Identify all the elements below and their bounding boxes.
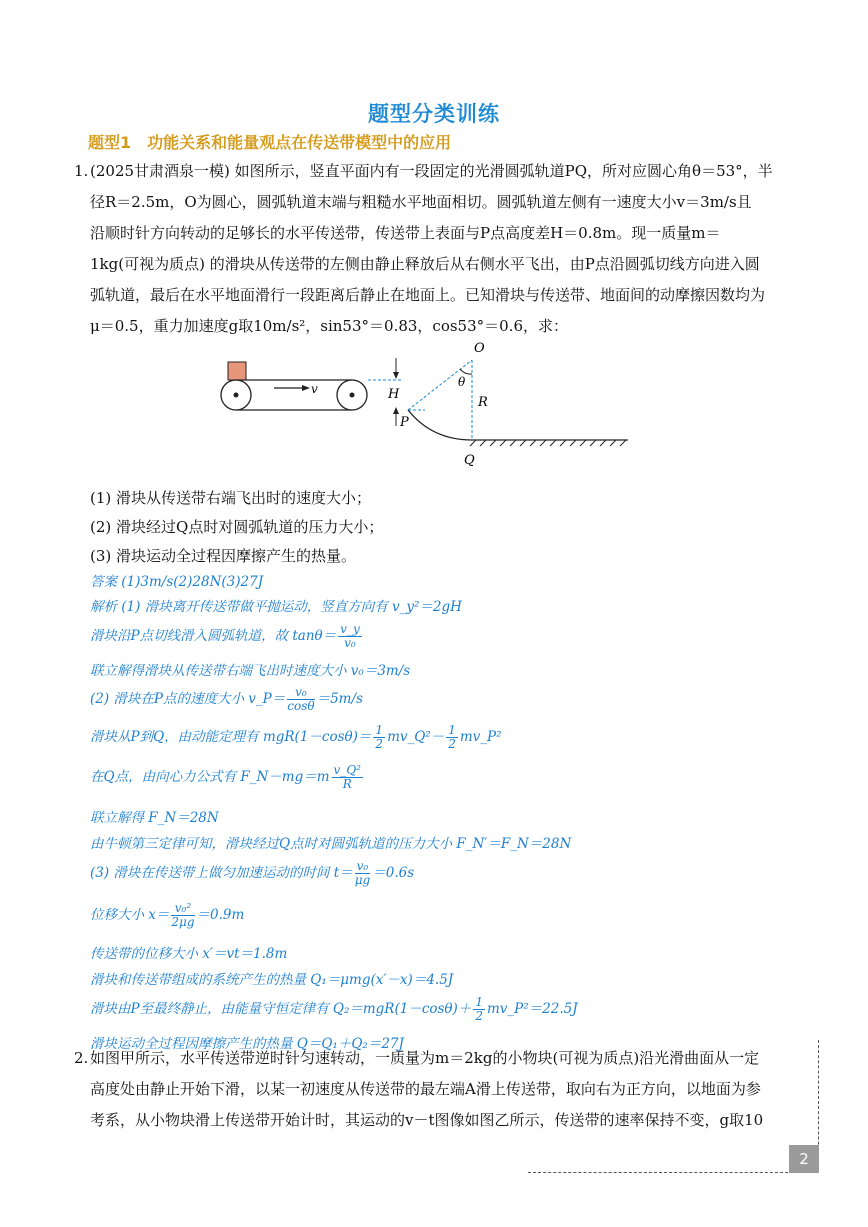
answer-line: 传送带的位移大小 x′＝vt＝1.8m xyxy=(90,946,288,962)
q2-line: 考系，从小物块滑上传送带开始计时，其运动的v－t图像如图乙所示，传送带的速率保持不变，g取10 xyxy=(90,1111,764,1129)
subtitle-text: 功能关系和能量观点在传送带模型中的应用 xyxy=(147,133,452,152)
arc-track xyxy=(408,410,472,440)
q1-line: μ＝0.5，重力加速度g取10m/s²，sin53°＝0.83，cos53°＝0.6，求： xyxy=(90,317,568,335)
conveyor-diagram xyxy=(210,336,640,472)
page-title: 题型分类训练 xyxy=(368,102,500,126)
answer-line: 联立解得 F_N＝28N xyxy=(90,810,219,826)
answer-line: 答案 (1)3m/s(2)28N(3)27J xyxy=(90,574,264,590)
answer-line: (2) 滑块在P点的速度大小 v_P＝ $\frac{\text{v₀}}{\cos\theta}$ ＝5m/s xyxy=(90,685,363,713)
answer-block xyxy=(90,570,578,1058)
answer-line: 滑块从P到Q，由动能定理有 mgR(1－cosθ)＝ $\frac{1}{2}$ mv_Q²－ $\frac{1}{2}$ mv_P² xyxy=(90,723,502,751)
question-number: 1. xyxy=(74,162,89,180)
label-R: R xyxy=(478,395,488,410)
subtitle-label: 题型1 xyxy=(88,133,132,152)
question-number: 2. xyxy=(74,1049,89,1067)
sub-question: (2) 滑块经过Q点时对圆弧轨道的压力大小； xyxy=(90,518,384,536)
question-2 xyxy=(74,1043,804,1136)
sub-question: (1) 滑块从传送带右端飞出时的速度大小； xyxy=(90,489,372,507)
slider-block xyxy=(228,362,246,380)
page-border-horizontal xyxy=(528,1172,788,1173)
answer-line: 解析 (1) 滑块离开传送带做平抛运动，竖直方向有 v_y²＝2gH xyxy=(90,599,462,615)
label-O: O xyxy=(474,341,485,356)
answer-line: 由牛顿第三定律可知，滑块经过Q点时对圆弧轨道的压力大小 F_N′＝F_N＝28N xyxy=(90,836,572,852)
question-1 xyxy=(74,156,804,342)
label-theta: θ xyxy=(458,375,466,389)
page-number: 2 xyxy=(789,1145,819,1173)
label-H: H xyxy=(388,387,400,402)
answer-line: 滑块沿P点切线滑入圆弧轨道，故 tanθ＝ $\frac{v\_y}{\text{v₀}}$ xyxy=(90,622,360,650)
label-v: v xyxy=(311,382,318,396)
answer-line: 滑块由P至最终静止，由能量守恒定律有 Q₂＝mgR(1－cosθ)＋ $\frac{1}{2}$ mv_P²＝22.5J xyxy=(90,995,578,1023)
answer-line: 位移大小 x＝ $\frac{\text{v₀²}}{2\mu g}$ ＝0.9m xyxy=(90,901,245,929)
label-P: P xyxy=(400,415,409,430)
sub-questions xyxy=(90,484,383,571)
answer-line: 联立解得滑块从传送带右端飞出时速度大小 v₀＝3m/s xyxy=(90,663,411,679)
answer-line: 在Q点，由向心力公式有 F_N－mg＝m $\frac{\text{v\_Q²}}{R}$ xyxy=(90,763,361,791)
sub-question: (3) 滑块运动全过程因摩擦产生的热量。 xyxy=(90,547,357,565)
section-subtitle xyxy=(88,130,451,153)
q1-line: 1kg(可视为质点) 的滑块从传送带的左侧由静止释放后从右侧水平飞出，由P点沿圆弧切线方向进入圆 xyxy=(90,255,760,273)
answer-line: (3) 滑块在传送带上做匀加速运动的时间 t＝ $\frac{\text{v₀}}{\mu g}$ ＝0.6s xyxy=(90,859,415,887)
answer-line: 滑块和传送带组成的系统产生的热量 Q₁＝μmg(x′－x)＝4.5J xyxy=(90,972,454,988)
q2-line: 如图甲所示，水平传送带逆时针匀速转动，一质量为m＝2kg的小物块(可视为质点)沿光滑曲面从一定 xyxy=(90,1049,760,1067)
q1-line: 沿顺时针方向转动的足够长的水平传送带，传送带上表面与P点高度差H＝0.8m。现一质量m＝ xyxy=(90,224,721,242)
q1-line: 径R＝2.5m，O为圆心，圆弧轨道末端与粗糙水平地面相切。圆弧轨道左侧有一速度大小v＝3m/s且 xyxy=(90,193,752,211)
answer-line: 滑块运动全过程因摩擦产生的热量 Q＝Q₁＋Q₂＝27J xyxy=(90,1036,404,1052)
q1-line: (2025甘肃酒泉一模) 如图所示，竖直平面内有一段固定的光滑圆弧轨道PQ，所对应圆心角θ＝53°，半 xyxy=(90,162,773,180)
label-Q: Q xyxy=(464,453,475,468)
q1-line: 弧轨道，最后在水平地面滑行一段距离后静止在地面上。已知滑块与传送带、地面间的动摩擦因数均为 xyxy=(90,286,766,304)
q2-line: 高度处由静止开始下滑，以某一初速度从传送带的最左端A滑上传送带，取向右为正方向，以地面为参 xyxy=(90,1080,761,1098)
